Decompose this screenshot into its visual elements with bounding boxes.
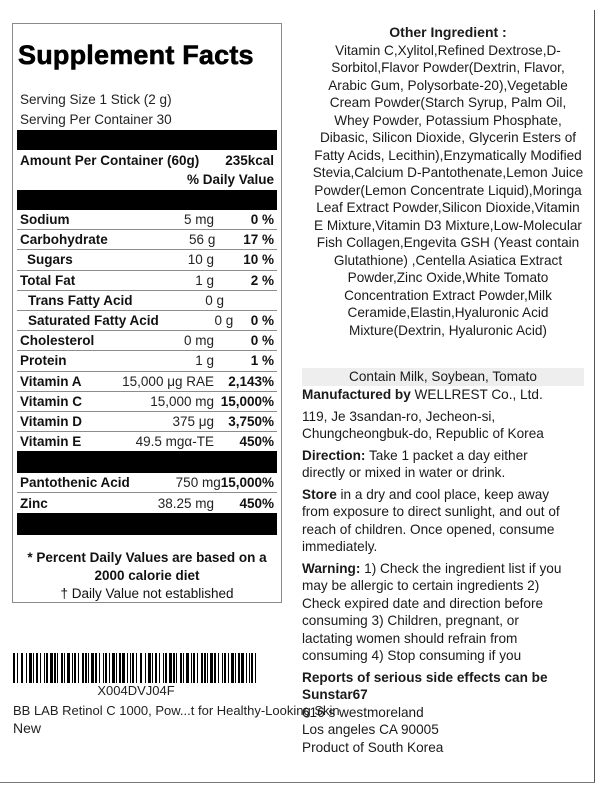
nutrient-name: Cholesterol bbox=[20, 333, 95, 349]
nutrient-amount: 56 g bbox=[189, 232, 216, 248]
nutrient-amount: 375 μg bbox=[172, 413, 214, 429]
facts-footnote bbox=[17, 549, 277, 603]
nutrient-amount: 0 g bbox=[214, 313, 234, 329]
footnote-line-2: 2000 calorie diet bbox=[94, 567, 200, 583]
ingredient-line: Concentration Extract Powder,Milk bbox=[344, 287, 552, 303]
ingredient-line: Whey Powder, Potassium Phosphate, bbox=[334, 112, 562, 128]
barcode-image bbox=[13, 653, 259, 683]
nutrient-row-saturated-fatty-acid bbox=[17, 311, 277, 331]
nutrient-amount: 38.25 mg bbox=[157, 495, 214, 511]
ingredient-line: Stevia,Calcium D-Pantothenate,Lemon Juice bbox=[312, 165, 584, 180]
nutrient-row-vitamin-a bbox=[17, 372, 277, 392]
nutrient-dv: 17 % bbox=[243, 232, 274, 248]
daily-value-header: % Daily Value bbox=[186, 172, 274, 187]
nutrient-name: Total Fat bbox=[20, 272, 76, 288]
nutrient-row-sugars bbox=[17, 250, 277, 270]
nutrient-row-vitamin-c bbox=[17, 392, 277, 412]
nutrient-dv: 0 % bbox=[250, 313, 274, 329]
warning-text-3: Check expired date and direction before bbox=[302, 595, 544, 611]
ingredient-line: Glutathione) ,Centella Asiatica Extract bbox=[333, 252, 563, 268]
allergen-notice: Contain Milk, Soybean, Tomato bbox=[302, 368, 584, 386]
nutrient-table-group-1 bbox=[17, 210, 277, 451]
nutrient-name: Saturated Fatty Acid bbox=[28, 313, 159, 329]
supplement-facts-panel bbox=[12, 23, 282, 603]
nutrient-dv: 3,750% bbox=[228, 413, 274, 429]
nutrient-name: Pantothenic Acid bbox=[20, 475, 130, 491]
nutrient-name: Zinc bbox=[20, 495, 48, 511]
nutrient-dv: 2,143% bbox=[228, 373, 274, 389]
nutrient-dv: 450% bbox=[239, 495, 274, 511]
nutrient-row-vitamin-d bbox=[17, 412, 277, 432]
facts-title: Supplement Facts bbox=[18, 40, 254, 70]
ingredient-line: Mixture(Dextrin, Hyaluronic Acid) bbox=[349, 322, 547, 338]
nutrient-dv: 450% bbox=[239, 434, 274, 450]
nutrient-name: Protein bbox=[20, 353, 67, 369]
ingredient-line: Ceramide,Elastin,Hyaluronic Acid bbox=[347, 305, 549, 320]
footnote-line-3: † Daily Value not established bbox=[60, 585, 234, 601]
product-info bbox=[302, 368, 590, 756]
nutrient-name: Vitamin A bbox=[20, 373, 82, 389]
nutrient-amount: 15,000 mg bbox=[150, 393, 214, 409]
warning-text-4: consuming 3) Children, pregnant, or bbox=[302, 613, 519, 628]
product-name: BB LAB Retinol C 1000, Pow...t for Healthy-Looking Skin bbox=[13, 703, 340, 718]
nutrient-amount: 49.5 mgα-TE bbox=[135, 434, 214, 450]
nutrient-dv: 0 % bbox=[250, 333, 274, 349]
ingredient-line: Arabic Gum, Polysorbate-20),Vegetable bbox=[328, 77, 568, 93]
nutrient-amount: 15,000 μg RAE bbox=[122, 373, 214, 389]
nutrient-amount: 1 g bbox=[195, 353, 214, 369]
nutrient-name: Sugars bbox=[27, 252, 73, 268]
address-line-2: Chungcheongbuk-do, Republic of Korea bbox=[302, 426, 544, 441]
calories: 235kcal bbox=[225, 153, 274, 168]
origin: Product of South Korea bbox=[302, 739, 444, 755]
ingredient-line: Cream Powder(Starch Syrup, Palm Oil, bbox=[329, 95, 567, 110]
store-text-4: immediately. bbox=[302, 539, 378, 554]
nutrient-row-trans-fatty-acid bbox=[17, 291, 277, 311]
nutrient-name: Vitamin E bbox=[20, 434, 82, 450]
warning-text: 1) Check the ingredient list if you bbox=[360, 560, 562, 576]
nutrient-amount: 0 g bbox=[205, 292, 225, 308]
nutrient-name: Sodium bbox=[20, 212, 70, 228]
ingredient-line: Dibasic, Silicon Dioxide, Glycerin Esters of bbox=[319, 130, 577, 145]
ingredient-line: Vitamin C,Xylitol,Refined Dextrose,D- bbox=[335, 42, 561, 58]
nutrient-row-pantothenic-acid bbox=[17, 473, 277, 493]
serving-size: Serving Size 1 Stick (2 g) bbox=[20, 92, 172, 107]
ingredient-line: E Mixture,Vitamin D3 Mixture,Low-Molecular bbox=[314, 217, 582, 233]
nutrient-amount: 0 mg bbox=[183, 333, 214, 349]
ingredient-line: Powder,Zinc Oxide,White Tomato bbox=[347, 270, 549, 285]
manufacturer-name: WELLREST Co., Ltd. bbox=[410, 387, 543, 402]
direction-text: Take 1 packet a day either bbox=[365, 447, 528, 463]
amount-label: Amount Per Container (60g) bbox=[20, 153, 200, 168]
nutrient-amount: 750 mg bbox=[175, 475, 221, 491]
direction-label: Direction: bbox=[302, 447, 366, 463]
warning-text-5: lactating women should refrain from bbox=[302, 630, 518, 646]
nutrient-row-carbohydrate bbox=[17, 230, 277, 250]
reports-line-2: Sunstar67 bbox=[302, 687, 368, 702]
address-line-1: 119, Je 3sandan-ro, Jecheon-si, bbox=[302, 408, 496, 424]
product-condition: New bbox=[13, 720, 42, 736]
nutrient-row-zinc bbox=[17, 493, 277, 512]
nutrient-name: Trans Fatty Acid bbox=[28, 292, 133, 308]
nutrient-amount: 5 mg bbox=[183, 212, 214, 228]
nutrient-amount: 10 g bbox=[187, 252, 214, 268]
warning-label: Warning: bbox=[302, 560, 361, 576]
nutrient-row-sodium bbox=[17, 210, 277, 230]
footnote-line-1: * Percent Daily Values are based on a bbox=[27, 549, 267, 565]
barcode-id: X004DVJ04F bbox=[97, 683, 175, 698]
ingredient-line: Leaf Extract Powder,Silicon Dioxide,Vitamin bbox=[316, 200, 580, 215]
ingredient-line: Fish Collagen,Engevita GSH (Yeast contain bbox=[316, 235, 580, 250]
nutrient-name: Vitamin C bbox=[20, 393, 83, 409]
nutrient-dv: 15,000% bbox=[220, 393, 274, 409]
nutrient-row-vitamin-e bbox=[17, 432, 277, 451]
ingredient-line: Fatty Acids, Lecithin),Enzymatically Modified bbox=[314, 147, 582, 163]
warning-text-6: consuming 4) Stop consuming if you bbox=[302, 648, 522, 663]
nutrient-row-protein bbox=[17, 351, 277, 371]
panel-border-right bbox=[594, 10, 595, 783]
store-text-2: from exposure to direct sunlight, and out of bbox=[302, 504, 560, 519]
contact-line-1: 616 s westmoreland bbox=[302, 704, 424, 720]
divider-bar bbox=[17, 190, 277, 210]
store-label: Store bbox=[302, 486, 337, 502]
ingredients-heading: Other Ingredient : bbox=[389, 24, 507, 40]
nutrient-name: Vitamin D bbox=[20, 413, 83, 429]
servings-per-container: Serving Per Container 30 bbox=[20, 112, 172, 127]
other-ingredients bbox=[306, 24, 590, 339]
nutrient-dv: 10 % bbox=[243, 252, 274, 268]
warning-text-2: may be allergic to certain ingredients 2) bbox=[302, 578, 540, 593]
manufacturer-label: Manufactured by bbox=[302, 387, 411, 402]
nutrient-dv: 1 % bbox=[250, 353, 274, 369]
divider-bar bbox=[17, 451, 277, 473]
contact-line-2: Los angeles CA 90005 bbox=[302, 722, 439, 737]
nutrient-dv: 2 % bbox=[250, 272, 274, 288]
nutrient-amount: 1 g bbox=[195, 272, 214, 288]
amount-per-container bbox=[20, 152, 274, 170]
nutrient-dv: 0 % bbox=[250, 212, 274, 228]
nutrient-row-cholesterol bbox=[17, 331, 277, 351]
store-text: in a dry and cool place, keep away bbox=[336, 486, 550, 502]
reports-line-1: Reports of serious side effects can be bbox=[302, 669, 548, 685]
store-text-3: reach of children. Once opened, consume bbox=[302, 521, 555, 537]
direction-text-2: directly or mixed in water or drink. bbox=[302, 465, 506, 480]
ingredient-line: Sorbitol,Flavor Powder(Dextrin, Flavor, bbox=[331, 60, 565, 75]
divider-bar bbox=[17, 130, 277, 150]
nutrient-name: Carbohydrate bbox=[20, 232, 108, 248]
nutrient-row-total-fat bbox=[17, 271, 277, 291]
nutrient-dv: 15,000% bbox=[220, 475, 274, 491]
nutrient-table-group-2 bbox=[17, 473, 277, 512]
panel-border-bottom bbox=[0, 782, 595, 783]
ingredient-line: Powder(Lemon Concentrate Liquid),Moringa bbox=[314, 182, 582, 198]
divider-bar bbox=[17, 513, 277, 535]
